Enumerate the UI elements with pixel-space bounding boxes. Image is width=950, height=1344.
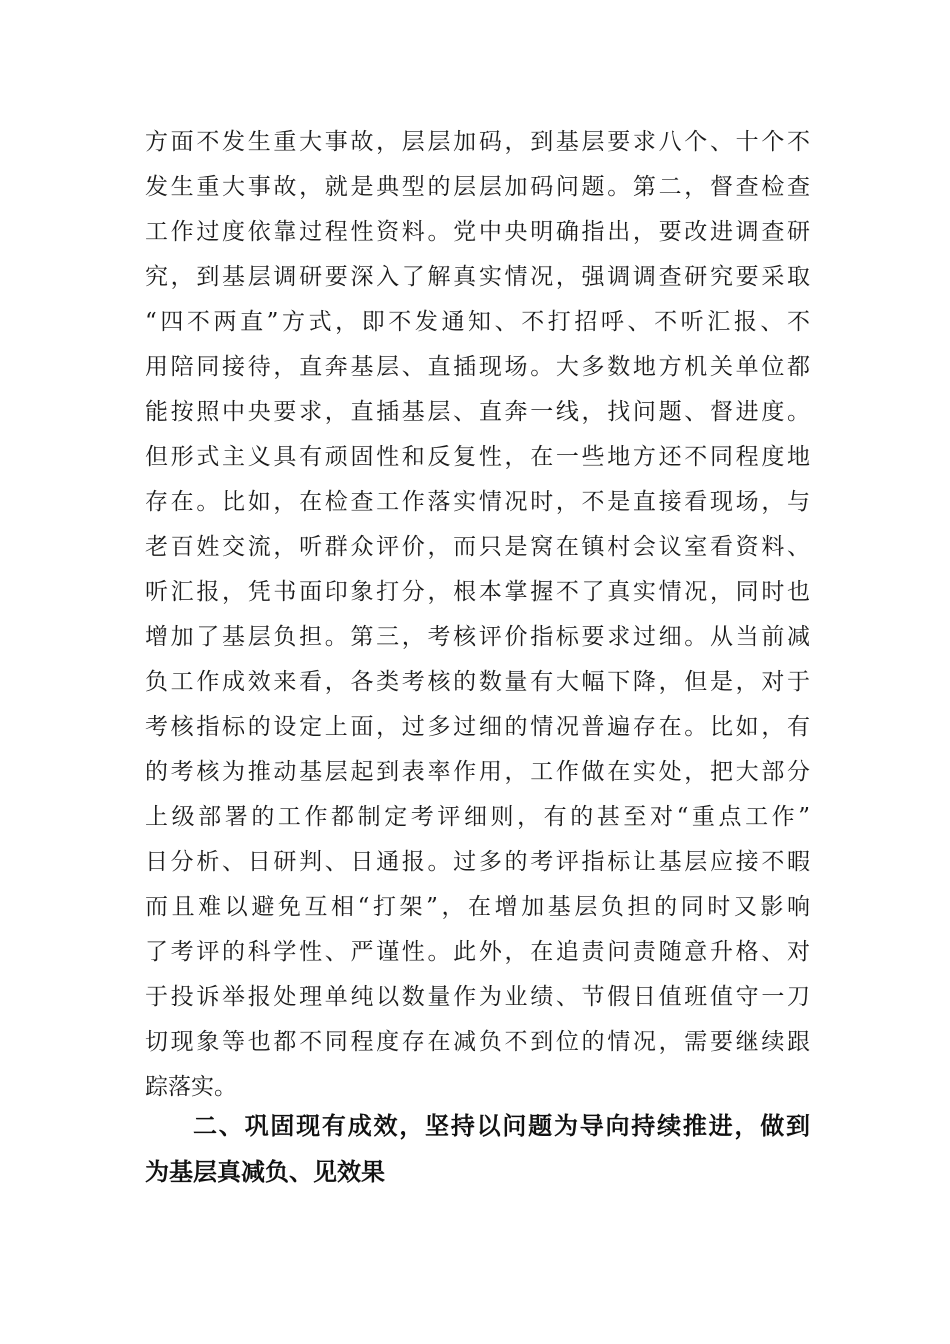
text-line: 了考评的科学性、严谨性。此外，在追责问责随意升格、对 <box>145 939 810 965</box>
text-line: “四不两直”方式，即不发通知、不打招呼、不听汇报、不 <box>145 309 810 335</box>
text-line: 日分析、日研判、日通报。过多的考评指标让基层应接不暇 <box>145 849 810 875</box>
heading-line: 二、巩固现有成效，坚持以问题为导向持续推进，做到 <box>193 1112 810 1140</box>
text-line: 但形式主义具有顽固性和反复性，在一些地方还不同程度地 <box>145 444 810 470</box>
text-line: 上级部署的工作都制定考评细则，有的甚至对“重点工作” <box>145 804 810 830</box>
text-line: 于投诉举报处理单纯以数量作为业绩、节假日值班值守一刀 <box>145 984 810 1010</box>
heading-line: 为基层真减负、见效果 <box>145 1158 385 1186</box>
text-line: 究，到基层调研要深入了解真实情况，强调调查研究要采取 <box>145 264 810 290</box>
text-line: 的考核为推动基层起到表率作用，工作做在实处，把大部分 <box>145 759 810 785</box>
text-line: 考核指标的设定上面，过多过细的情况普遍存在。比如，有 <box>145 714 810 740</box>
text-line: 能按照中央要求，直插基层、直奔一线，找问题、督进度。 <box>145 399 810 425</box>
text-line: 老百姓交流，听群众评价，而只是窝在镇村会议室看资料、 <box>145 534 810 560</box>
text-line: 而且难以避免互相“打架”，在增加基层负担的同时又影响 <box>145 894 810 920</box>
text-line: 用陪同接待，直奔基层、直插现场。大多数地方机关单位都 <box>145 354 810 380</box>
text-line: 负工作成效来看，各类考核的数量有大幅下降，但是，对于 <box>145 669 810 695</box>
text-line: 听汇报，凭书面印象打分，根本掌握不了真实情况，同时也 <box>145 579 810 605</box>
text-line: 踪落实。 <box>145 1074 237 1100</box>
text-line: 发生重大事故，就是典型的层层加码问题。第二，督查检查 <box>145 174 810 200</box>
text-line: 切现象等也都不同程度存在减负不到位的情况，需要继续跟 <box>145 1029 810 1055</box>
text-line: 存在。比如，在检查工作落实情况时，不是直接看现场，与 <box>145 489 810 515</box>
text-line: 工作过度依靠过程性资料。党中央明确指出，要改进调查研 <box>145 219 810 245</box>
text-line: 方面不发生重大事故，层层加码，到基层要求八个、十个不 <box>145 129 810 155</box>
text-line: 增加了基层负担。第三，考核评价指标要求过细。从当前减 <box>145 624 810 650</box>
body-paragraph <box>145 120 810 1110</box>
section-heading <box>145 1103 810 1195</box>
